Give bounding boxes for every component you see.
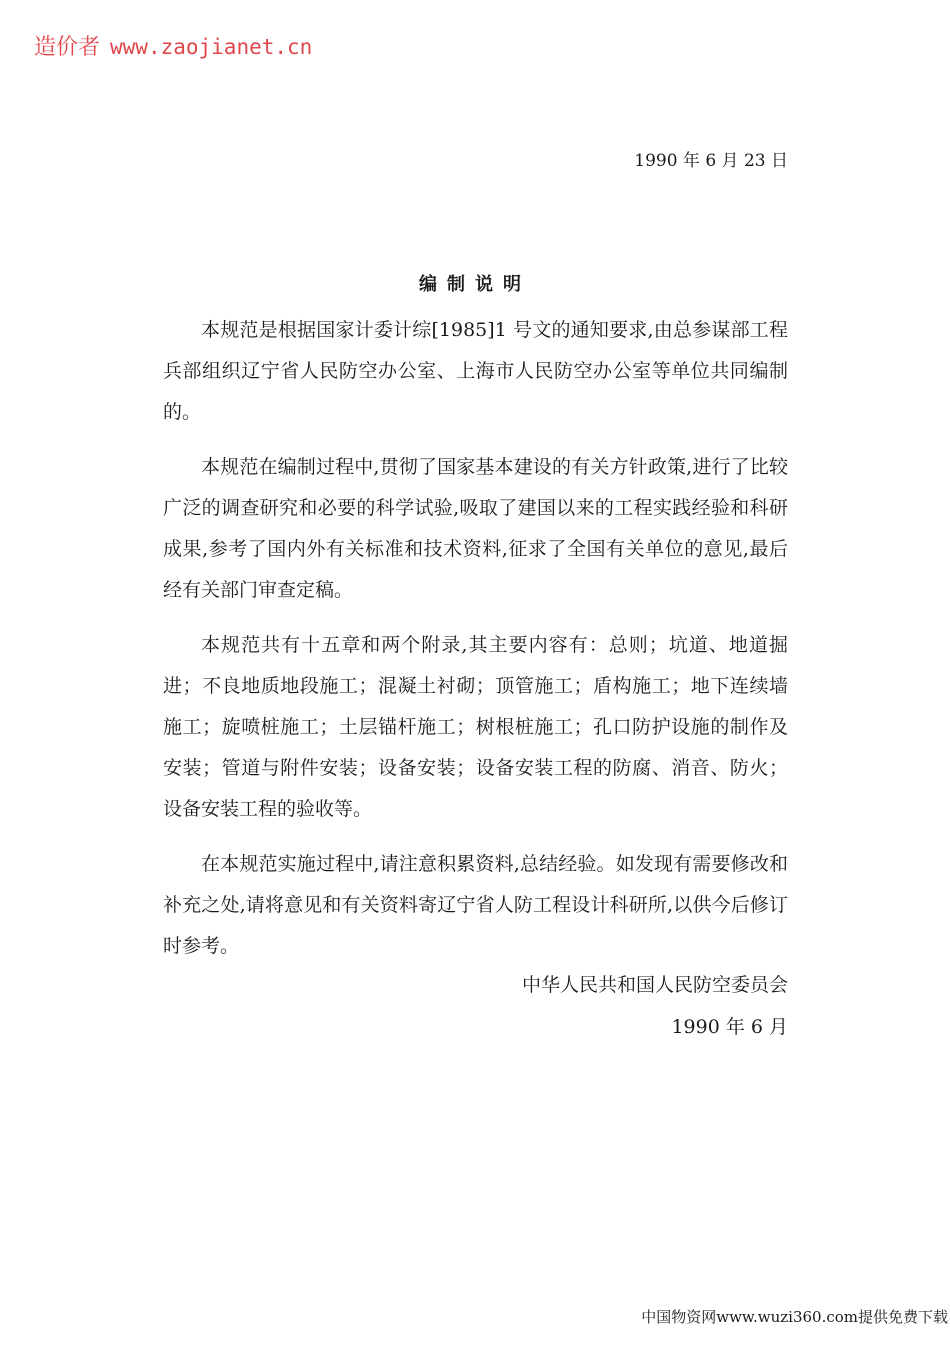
watermark-site-name: 造价者 — [34, 35, 101, 60]
paragraph: 本规范共有十五章和两个附录,其主要内容有：总则；坑道、地道掘进；不良地质地段施工；混凝土衬砌；顶管施工；盾构施工；地下连续墙施工；旋喷桩施工；土层锚杆施工；树根桩施工；孔口防护设施的制作及安装；管道与附件安装；设备安装；设备安装工程的防腐、消音、防火；设备安装工程的验收等。 — [163, 634, 788, 820]
document-date: 1990 年 6 月 23 日 — [634, 151, 788, 171]
section-title: 编制说明 — [419, 274, 531, 295]
watermark — [34, 30, 312, 61]
signature-organization: 中华人民共和国人民防空委员会 — [521, 974, 788, 996]
watermark-url[interactable]: www.zaojianet.cn — [110, 35, 313, 59]
paragraph: 本规范是根据国家计委计综[1985]1 号文的通知要求,由总参谋部工程兵部组织辽宁省人民防空办公室、上海市人民防空办公室等单位共同编制的。 — [163, 319, 788, 423]
document-body — [163, 310, 788, 981]
paragraph: 本规范在编制过程中,贯彻了国家基本建设的有关方针政策,进行了比较广泛的调查研究和必要的科学试验,吸取了建国以来的工程实践经验和科研成果,参考了国内外有关标准和技术资料,征求了全国有关单位的意见,最后经有关部门审查定稿。 — [163, 456, 788, 601]
signature-date: 1990 年 6 月 — [671, 1016, 788, 1038]
paragraph: 在本规范实施过程中,请注意积累资料,总结经验。如发现有需要修改和补充之处,请将意见和有关资料寄辽宁省人防工程设计科研所,以供今后修订时参考。 — [163, 853, 788, 957]
footer-download-note: 中国物资网www.wuzi360.com提供免费下载 — [641, 1308, 948, 1326]
